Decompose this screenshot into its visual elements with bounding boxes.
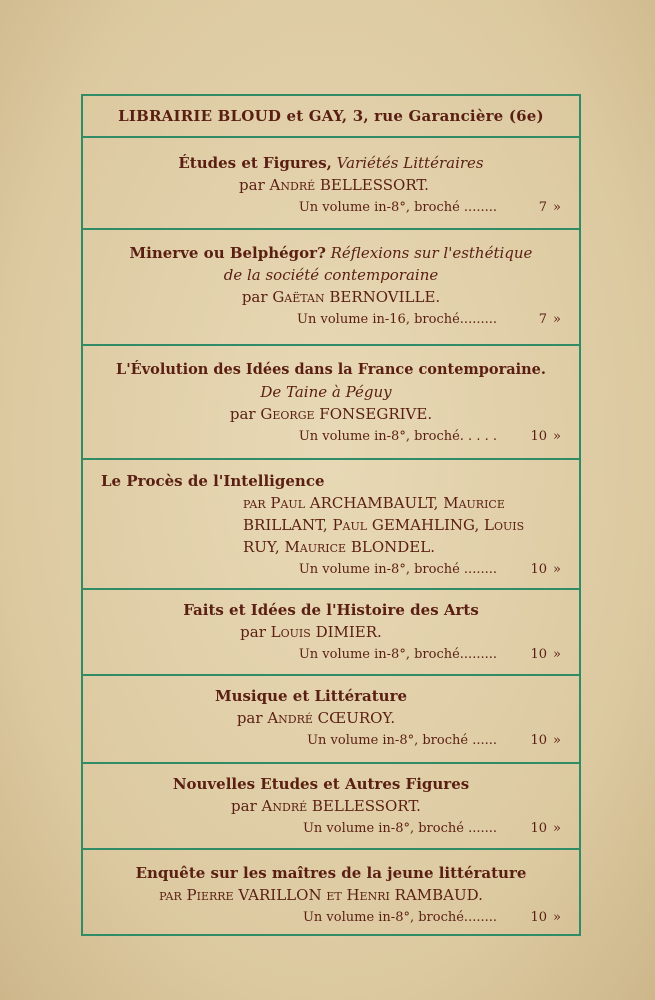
book-title-line — [83, 685, 579, 707]
book-title-line — [83, 599, 579, 621]
book-title: Études et Figures, — [178, 154, 332, 172]
author-name: George FONSEGRIVE. — [260, 405, 433, 423]
book-author: par Pierre VARILLON et Henri RAMBAUD. — [159, 886, 483, 904]
price-quote: » — [553, 562, 561, 577]
book-price-line — [83, 818, 579, 840]
book-price-line — [83, 907, 579, 929]
book-author — [83, 621, 579, 643]
book-price: 10 — [530, 562, 547, 577]
author-prefix: par — [240, 623, 266, 641]
author-prefix: par — [239, 176, 265, 194]
book-price: 10 — [530, 429, 547, 444]
price-quote: » — [553, 821, 561, 836]
book-price: 10 — [530, 910, 547, 925]
book-format: Un volume in-8°, broché ....... — [302, 821, 497, 836]
book-entry — [83, 138, 579, 230]
book-subtitle-2: de la société contemporaine — [223, 266, 439, 284]
book-entry — [83, 230, 579, 346]
book-author — [83, 403, 579, 425]
book-title: L'Évolution des Idées dans la France contemporaine. — [116, 361, 546, 378]
author-prefix: par — [229, 405, 256, 423]
book-subtitle: Variétés Littéraires — [336, 154, 484, 172]
book-author — [83, 707, 579, 729]
book-format: Un volume in-8°, broché........ — [302, 910, 497, 925]
price-quote: » — [553, 200, 561, 215]
book-price: 7 — [538, 312, 547, 327]
book-price: 7 — [538, 200, 547, 215]
book-title-line — [83, 358, 579, 381]
book-subtitle: Réflexions sur l'esthétique — [330, 244, 533, 262]
book-entry — [83, 764, 579, 850]
author-name: André BELLESSORT. — [269, 176, 429, 194]
author-name: André CŒUROY. — [267, 709, 396, 727]
price-quote: » — [553, 910, 561, 925]
book-title-line — [83, 242, 579, 264]
book-title-line — [83, 470, 579, 492]
book-author-line-3: RUY, Maurice BLONDEL. — [243, 538, 435, 556]
book-title-line — [83, 152, 579, 174]
author-prefix: par — [236, 709, 263, 727]
book-entry — [83, 590, 579, 676]
book-price-line — [83, 644, 579, 666]
price-quote: » — [553, 429, 561, 444]
book-format: Un volume in-8°, broché......... — [298, 647, 497, 662]
author-prefix: par — [231, 797, 257, 815]
book-author — [83, 795, 579, 817]
book-title: Nouvelles Etudes et Autres Figures — [172, 775, 470, 793]
catalog-frame — [81, 94, 581, 936]
book-price-line — [83, 197, 579, 219]
book-title: Minerve ou Belphégor? — [129, 244, 326, 262]
book-title: Le Procès de l'Intelligence — [101, 472, 325, 490]
book-price: 10 — [530, 647, 547, 662]
publisher-header: LIBRAIRIE BLOUD et GAY, 3, rue Garancière (6e) — [83, 96, 579, 138]
book-title-line — [83, 862, 579, 884]
book-title: Enquête sur les maîtres de la jeune littérature — [135, 864, 527, 882]
book-title: Musique et Littérature — [214, 687, 408, 705]
book-author — [83, 174, 579, 196]
price-quote: » — [553, 733, 561, 748]
book-format: Un volume in-8°, broché ........ — [298, 200, 497, 215]
author-name: Louis DIMIER. — [270, 623, 382, 641]
book-title-line — [83, 773, 579, 795]
book-price-line — [83, 559, 579, 581]
book-entry — [83, 850, 579, 942]
author-name: André BELLESSORT. — [261, 797, 421, 815]
book-price: 10 — [530, 821, 547, 836]
book-author — [83, 286, 579, 308]
book-price-line — [83, 309, 579, 331]
book-price: 10 — [530, 733, 547, 748]
author-name: Gaëtan BERNOVILLE. — [272, 288, 441, 306]
price-quote: » — [553, 312, 561, 327]
book-entry — [83, 346, 579, 460]
book-format: Un volume in-16, broché......... — [297, 312, 497, 327]
book-format: Un volume in-8°, broché ...... — [307, 733, 497, 748]
author-prefix: par — [241, 288, 268, 306]
book-entry — [83, 676, 579, 764]
book-format: Un volume in-8°, broché ........ — [298, 562, 497, 577]
price-quote: » — [553, 647, 561, 662]
book-author-line-1: par Paul ARCHAMBAULT, Maurice — [243, 494, 505, 512]
book-author-line-2: BRILLANT, Paul GEMAHLING, Louis — [243, 516, 525, 534]
book-subtitle: De Taine à Péguy — [260, 383, 392, 401]
book-format: Un volume in-8°, broché. . . . . — [298, 429, 497, 444]
book-price-line — [83, 426, 579, 448]
book-entry — [83, 460, 579, 590]
book-title: Faits et Idées de l'Histoire des Arts — [183, 601, 479, 619]
book-price-line — [83, 730, 579, 752]
